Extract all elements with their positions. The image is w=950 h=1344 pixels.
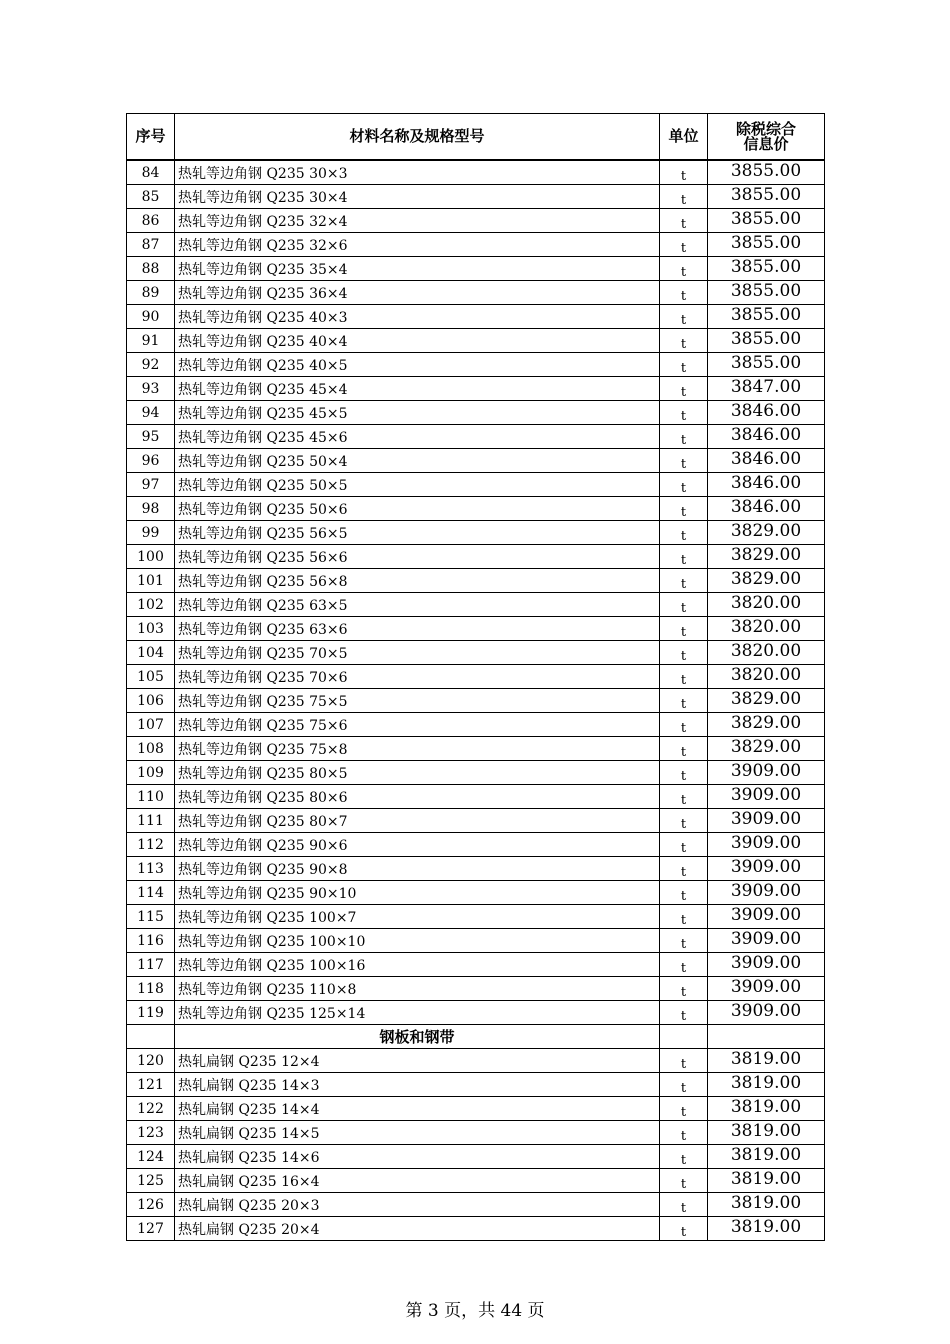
price-cell: 3855.00 [708, 281, 825, 305]
header-price-line2: 信息价 [743, 134, 789, 153]
price-cell: 3829.00 [708, 737, 825, 761]
unit-cell: t [660, 785, 708, 809]
price-cell: 3819.00 [708, 1217, 825, 1241]
material-name: 热轧等边角钢 Q235 125×14 [175, 1001, 660, 1025]
material-name: 热轧等边角钢 Q235 30×4 [175, 185, 660, 209]
unit-cell: t [660, 1169, 708, 1193]
row-number: 95 [127, 425, 175, 449]
material-name: 热轧等边角钢 Q235 32×6 [175, 233, 660, 257]
row-number: 94 [127, 401, 175, 425]
header-no: 序号 [127, 114, 175, 161]
table-row [127, 929, 825, 953]
footer-total-pages: 44 [500, 1301, 523, 1321]
row-number: 84 [127, 160, 175, 185]
table-row [127, 233, 825, 257]
unit-cell: t [660, 1097, 708, 1121]
material-name: 热轧等边角钢 Q235 40×4 [175, 329, 660, 353]
price-cell: 3820.00 [708, 665, 825, 689]
row-number: 98 [127, 497, 175, 521]
row-number: 105 [127, 665, 175, 689]
unit-cell: t [660, 1049, 708, 1073]
table-row [127, 281, 825, 305]
unit-cell: t [660, 929, 708, 953]
unit-cell: t [660, 905, 708, 929]
price-cell: 3909.00 [708, 977, 825, 1001]
unit-cell: t [660, 425, 708, 449]
table-row [127, 641, 825, 665]
table-row [127, 377, 825, 401]
table-row [127, 785, 825, 809]
unit-cell: t [660, 1193, 708, 1217]
row-number: 125 [127, 1169, 175, 1193]
table-row [127, 977, 825, 1001]
material-name: 热轧等边角钢 Q235 75×8 [175, 737, 660, 761]
footer-suffix: 页 [522, 1301, 545, 1321]
row-number: 124 [127, 1145, 175, 1169]
material-name: 热轧等边角钢 Q235 56×6 [175, 545, 660, 569]
unit-cell: t [660, 617, 708, 641]
table-row [127, 833, 825, 857]
unit-cell: t [660, 593, 708, 617]
row-number: 97 [127, 473, 175, 497]
price-cell: 3846.00 [708, 473, 825, 497]
material-name: 热轧等边角钢 Q235 56×5 [175, 521, 660, 545]
page-footer [0, 1296, 950, 1321]
material-name: 热轧扁钢 Q235 14×4 [175, 1097, 660, 1121]
table-row [127, 257, 825, 281]
table-row [127, 665, 825, 689]
row-number: 112 [127, 833, 175, 857]
row-number: 103 [127, 617, 175, 641]
material-name: 热轧等边角钢 Q235 50×4 [175, 449, 660, 473]
table-row [127, 809, 825, 833]
material-name: 热轧扁钢 Q235 14×3 [175, 1073, 660, 1097]
table-row [127, 329, 825, 353]
unit-cell: t [660, 377, 708, 401]
material-name: 热轧等边角钢 Q235 70×5 [175, 641, 660, 665]
unit-cell: t [660, 1121, 708, 1145]
row-number: 93 [127, 377, 175, 401]
price-cell: 3855.00 [708, 160, 825, 185]
footer-middle: 页，共 [438, 1301, 501, 1321]
table-row [127, 1073, 825, 1097]
price-cell: 3909.00 [708, 809, 825, 833]
price-table [126, 113, 825, 1241]
table-row [127, 473, 825, 497]
unit-cell: t [660, 1145, 708, 1169]
unit-cell: t [660, 497, 708, 521]
price-cell: 3855.00 [708, 233, 825, 257]
row-number: 102 [127, 593, 175, 617]
row-number: 85 [127, 185, 175, 209]
unit-cell: t [660, 833, 708, 857]
unit-cell: t [660, 209, 708, 233]
price-cell: 3829.00 [708, 569, 825, 593]
price-cell: 3819.00 [708, 1121, 825, 1145]
row-number: 92 [127, 353, 175, 377]
unit-cell: t [660, 353, 708, 377]
unit-cell: t [660, 761, 708, 785]
row-number: 118 [127, 977, 175, 1001]
material-name: 热轧等边角钢 Q235 35×4 [175, 257, 660, 281]
material-name: 热轧等边角钢 Q235 50×6 [175, 497, 660, 521]
unit-cell: t [660, 473, 708, 497]
row-number: 86 [127, 209, 175, 233]
unit-cell: t [660, 329, 708, 353]
table-row [127, 160, 825, 185]
table-row [127, 185, 825, 209]
price-cell: 3909.00 [708, 785, 825, 809]
row-number: 101 [127, 569, 175, 593]
section-title: 钢板和钢带 [175, 1025, 660, 1049]
table-row [127, 881, 825, 905]
table-row [127, 737, 825, 761]
unit-cell: t [660, 977, 708, 1001]
unit-cell: t [660, 857, 708, 881]
material-name: 热轧等边角钢 Q235 75×5 [175, 689, 660, 713]
unit-cell: t [660, 713, 708, 737]
row-number: 114 [127, 881, 175, 905]
row-number: 87 [127, 233, 175, 257]
row-number: 110 [127, 785, 175, 809]
row-number: 121 [127, 1073, 175, 1097]
table-row [127, 953, 825, 977]
price-cell: 3820.00 [708, 617, 825, 641]
row-number: 119 [127, 1001, 175, 1025]
header-price-line1: 除税综合 [735, 119, 796, 138]
row-number: 107 [127, 713, 175, 737]
footer-prefix: 第 [405, 1301, 428, 1321]
row-number: 99 [127, 521, 175, 545]
price-cell: 3909.00 [708, 881, 825, 905]
price-cell: 3829.00 [708, 713, 825, 737]
material-name: 热轧等边角钢 Q235 80×6 [175, 785, 660, 809]
table-row [127, 401, 825, 425]
table-row [127, 521, 825, 545]
table-row [127, 857, 825, 881]
price-cell: 3846.00 [708, 401, 825, 425]
material-name: 热轧等边角钢 Q235 100×10 [175, 929, 660, 953]
price-cell: 3855.00 [708, 209, 825, 233]
row-number: 117 [127, 953, 175, 977]
row-number: 126 [127, 1193, 175, 1217]
row-number: 122 [127, 1097, 175, 1121]
unit-cell: t [660, 665, 708, 689]
price-cell: 3855.00 [708, 257, 825, 281]
table-row [127, 1193, 825, 1217]
unit-cell: t [660, 257, 708, 281]
table-row [127, 1145, 825, 1169]
material-name: 热轧等边角钢 Q235 40×5 [175, 353, 660, 377]
table-row [127, 1217, 825, 1241]
price-cell: 3846.00 [708, 497, 825, 521]
row-number: 100 [127, 545, 175, 569]
unit-cell: t [660, 569, 708, 593]
table-row [127, 905, 825, 929]
row-number: 104 [127, 641, 175, 665]
material-name: 热轧等边角钢 Q235 36×4 [175, 281, 660, 305]
price-cell: 3855.00 [708, 353, 825, 377]
unit-cell: t [660, 641, 708, 665]
price-cell: 3909.00 [708, 833, 825, 857]
unit-cell: t [660, 1001, 708, 1025]
header-name: 材料名称及规格型号 [175, 114, 660, 161]
material-name: 热轧等边角钢 Q235 80×7 [175, 809, 660, 833]
material-name: 热轧等边角钢 Q235 45×5 [175, 401, 660, 425]
material-name: 热轧等边角钢 Q235 90×6 [175, 833, 660, 857]
material-name: 热轧等边角钢 Q235 45×4 [175, 377, 660, 401]
price-cell: 3909.00 [708, 929, 825, 953]
material-name: 热轧等边角钢 Q235 90×8 [175, 857, 660, 881]
row-number: 115 [127, 905, 175, 929]
material-name: 热轧等边角钢 Q235 63×6 [175, 617, 660, 641]
price-cell: 3819.00 [708, 1193, 825, 1217]
footer-page-number: 3 [427, 1301, 439, 1321]
rows-flat-steel [127, 1049, 825, 1241]
rows-angle-steel [127, 160, 825, 1025]
row-number: 123 [127, 1121, 175, 1145]
unit-cell: t [660, 160, 708, 185]
unit-cell: t [660, 305, 708, 329]
material-name: 热轧等边角钢 Q235 100×16 [175, 953, 660, 977]
unit-cell: t [660, 185, 708, 209]
row-number: 90 [127, 305, 175, 329]
price-cell: 3819.00 [708, 1097, 825, 1121]
table-row [127, 425, 825, 449]
table-row [127, 1121, 825, 1145]
material-name: 热轧等边角钢 Q235 100×7 [175, 905, 660, 929]
price-cell: 3909.00 [708, 905, 825, 929]
header-unit: 单位 [660, 114, 708, 161]
price-cell: 3829.00 [708, 521, 825, 545]
row-number: 109 [127, 761, 175, 785]
material-name: 热轧等边角钢 Q235 70×6 [175, 665, 660, 689]
price-cell: 3909.00 [708, 1001, 825, 1025]
header-price [708, 114, 825, 161]
table-row [127, 617, 825, 641]
table-row [127, 593, 825, 617]
table-row [127, 569, 825, 593]
price-cell: 3819.00 [708, 1145, 825, 1169]
row-number: 127 [127, 1217, 175, 1241]
material-name: 热轧扁钢 Q235 16×4 [175, 1169, 660, 1193]
material-name: 热轧扁钢 Q235 12×4 [175, 1049, 660, 1073]
unit-cell: t [660, 809, 708, 833]
row-number: 89 [127, 281, 175, 305]
price-cell: 3855.00 [708, 185, 825, 209]
unit-cell: t [660, 401, 708, 425]
price-cell: 3909.00 [708, 857, 825, 881]
price-cell: 3819.00 [708, 1073, 825, 1097]
unit-cell: t [660, 881, 708, 905]
material-name: 热轧等边角钢 Q235 40×3 [175, 305, 660, 329]
table-row [127, 305, 825, 329]
table-row [127, 353, 825, 377]
material-name: 热轧扁钢 Q235 14×6 [175, 1145, 660, 1169]
price-cell: 3820.00 [708, 641, 825, 665]
row-number: 111 [127, 809, 175, 833]
unit-cell: t [660, 521, 708, 545]
unit-cell: t [660, 281, 708, 305]
row-number: 108 [127, 737, 175, 761]
unit-cell: t [660, 953, 708, 977]
unit-cell: t [660, 233, 708, 257]
table-row [127, 1001, 825, 1025]
table-header-row [127, 114, 825, 161]
row-number: 91 [127, 329, 175, 353]
price-cell: 3847.00 [708, 377, 825, 401]
price-cell: 3855.00 [708, 329, 825, 353]
unit-cell: t [660, 449, 708, 473]
unit-cell: t [660, 1073, 708, 1097]
row-number: 96 [127, 449, 175, 473]
price-cell: 3846.00 [708, 449, 825, 473]
unit-cell: t [660, 1217, 708, 1241]
row-number: 116 [127, 929, 175, 953]
price-cell: 3909.00 [708, 953, 825, 977]
unit-cell: t [660, 737, 708, 761]
price-cell: 3819.00 [708, 1169, 825, 1193]
section-row [127, 1025, 825, 1049]
table-row [127, 1097, 825, 1121]
material-name: 热轧等边角钢 Q235 80×5 [175, 761, 660, 785]
row-number: 106 [127, 689, 175, 713]
price-cell: 3855.00 [708, 305, 825, 329]
material-name: 热轧扁钢 Q235 14×5 [175, 1121, 660, 1145]
material-name: 热轧等边角钢 Q235 32×4 [175, 209, 660, 233]
material-name: 热轧等边角钢 Q235 63×5 [175, 593, 660, 617]
table-row [127, 689, 825, 713]
material-name: 热轧扁钢 Q235 20×4 [175, 1217, 660, 1241]
material-name: 热轧等边角钢 Q235 90×10 [175, 881, 660, 905]
price-cell: 3829.00 [708, 545, 825, 569]
material-name: 热轧等边角钢 Q235 30×3 [175, 160, 660, 185]
table-row [127, 1169, 825, 1193]
table-row [127, 761, 825, 785]
material-name: 热轧等边角钢 Q235 110×8 [175, 977, 660, 1001]
material-name: 热轧等边角钢 Q235 45×6 [175, 425, 660, 449]
price-cell: 3846.00 [708, 425, 825, 449]
material-name: 热轧扁钢 Q235 20×3 [175, 1193, 660, 1217]
table-row [127, 209, 825, 233]
row-number: 113 [127, 857, 175, 881]
unit-cell: t [660, 689, 708, 713]
price-cell: 3819.00 [708, 1049, 825, 1073]
price-cell: 3909.00 [708, 761, 825, 785]
table-row [127, 713, 825, 737]
unit-cell: t [660, 545, 708, 569]
material-name: 热轧等边角钢 Q235 56×8 [175, 569, 660, 593]
price-cell: 3829.00 [708, 689, 825, 713]
table-row [127, 449, 825, 473]
material-name: 热轧等边角钢 Q235 75×6 [175, 713, 660, 737]
row-number: 88 [127, 257, 175, 281]
price-cell: 3820.00 [708, 593, 825, 617]
table-row [127, 497, 825, 521]
table-row [127, 1049, 825, 1073]
material-name: 热轧等边角钢 Q235 50×5 [175, 473, 660, 497]
row-number: 120 [127, 1049, 175, 1073]
table-row [127, 545, 825, 569]
